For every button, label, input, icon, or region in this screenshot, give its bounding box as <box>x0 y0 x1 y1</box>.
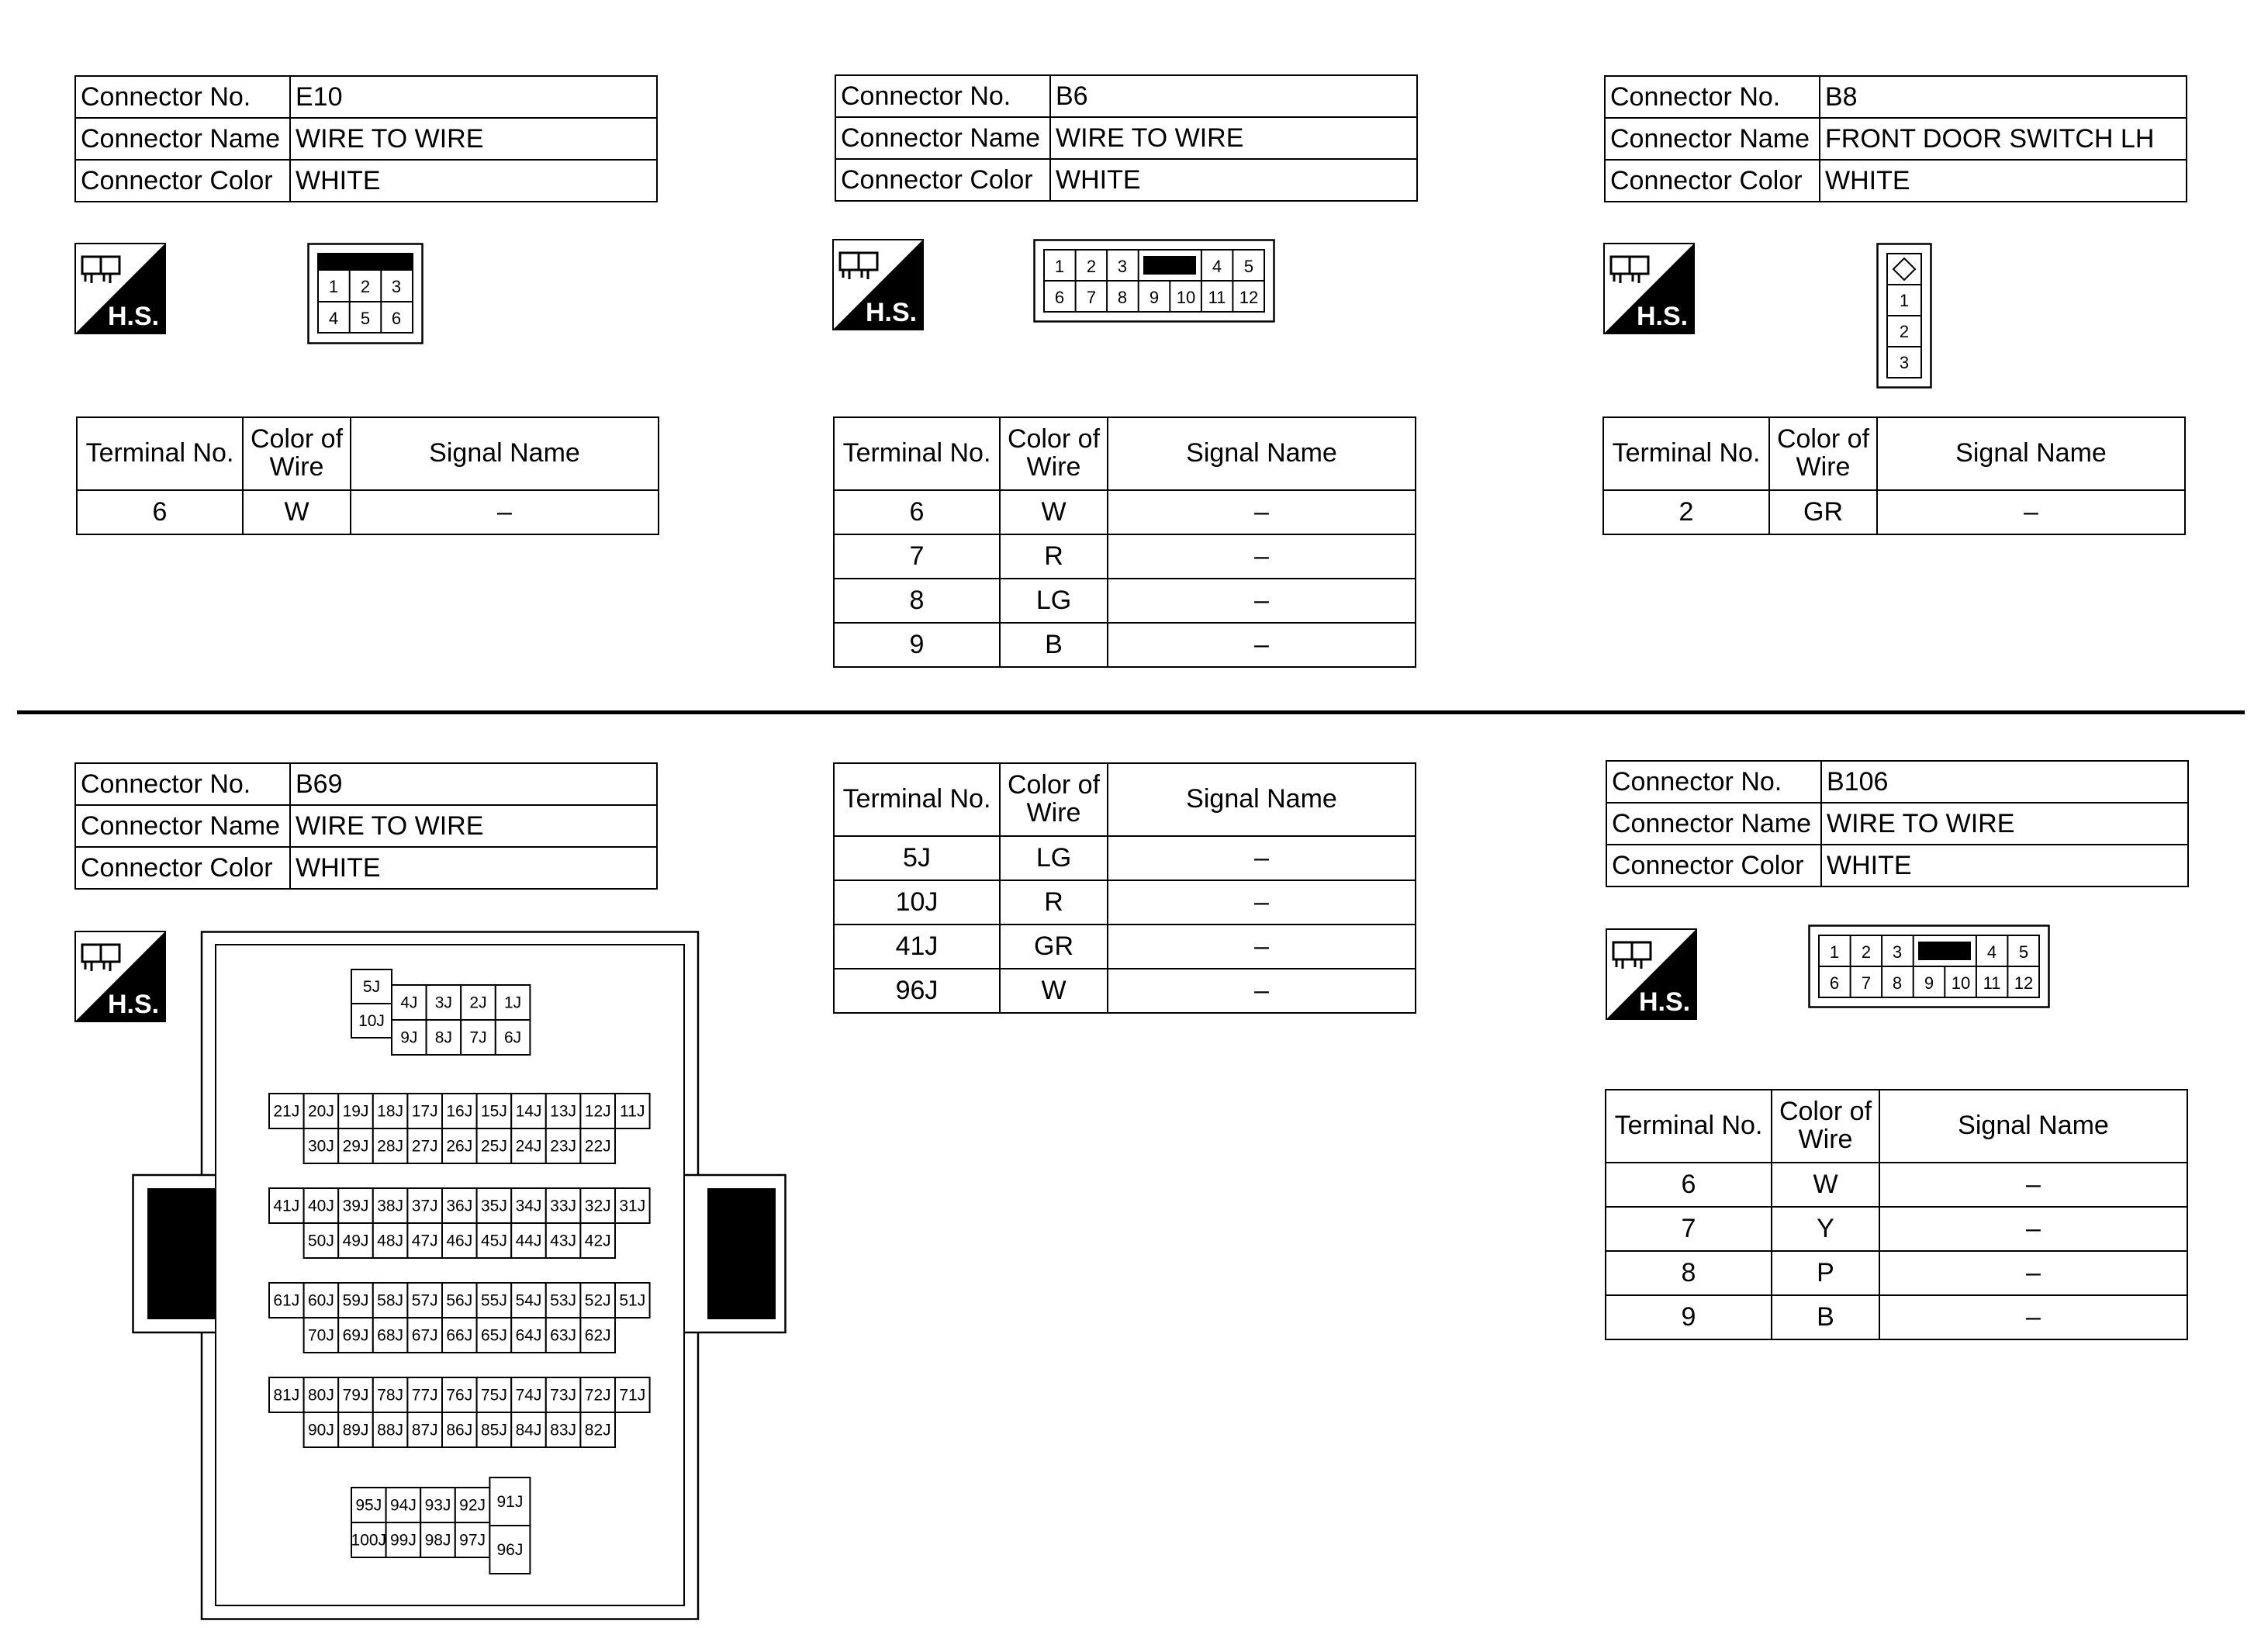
pin: 3 <box>1117 257 1128 276</box>
pin: 67J <box>411 1326 438 1345</box>
pin: 22J <box>584 1137 611 1156</box>
pin: 68J <box>377 1326 404 1345</box>
pin: 2 <box>1899 322 1910 341</box>
pin: 100J <box>351 1531 387 1550</box>
pin: 9J <box>400 1028 418 1047</box>
b69-connector-name: WIRE TO WIRE <box>290 805 657 847</box>
hs-icon <box>832 239 924 330</box>
pin: 11 <box>1983 973 2001 993</box>
pin: 39J <box>342 1197 369 1215</box>
pin: 19J <box>342 1102 369 1121</box>
pin: 90J <box>307 1421 334 1439</box>
table-row: 8 P – <box>1606 1251 2187 1295</box>
header-terminal-no: Terminal No. <box>1606 1090 1772 1163</box>
pin: 49J <box>342 1232 369 1250</box>
pin: 54J <box>515 1291 542 1310</box>
pin: 21J <box>273 1102 300 1121</box>
header-terminal-no: Terminal No. <box>1603 417 1769 490</box>
pin: 7 <box>1086 288 1097 307</box>
b6-connector-name: WIRE TO WIRE <box>1050 117 1417 159</box>
header-signal-name: Signal Name <box>351 417 659 490</box>
pin: 23J <box>550 1137 577 1156</box>
pin: 29J <box>342 1137 369 1156</box>
header-terminal-no: Terminal No. <box>834 417 1000 490</box>
pin: 12 <box>2014 973 2034 993</box>
pin: 16J <box>446 1102 473 1121</box>
pin: 12 <box>1239 288 1259 307</box>
b106-connector-color: WHITE <box>1821 845 2188 886</box>
pin: 14J <box>515 1102 542 1121</box>
pin: 8 <box>1117 288 1128 307</box>
table-row: 6 W – <box>1606 1163 2187 1207</box>
pin: 7 <box>1861 973 1872 993</box>
pin: 6 <box>391 309 402 328</box>
header-terminal-no: Terminal No. <box>77 417 243 490</box>
pin: 79J <box>342 1386 369 1405</box>
pin: 83J <box>550 1421 577 1439</box>
pin: 11 <box>1208 288 1226 307</box>
pin: 1 <box>1829 942 1840 962</box>
pin: 69J <box>342 1326 369 1345</box>
pin: 78J <box>377 1386 404 1405</box>
pin: 88J <box>377 1421 404 1439</box>
b106-terminal-table <box>1605 1089 2188 1340</box>
pin: 3 <box>1892 942 1903 962</box>
pin: 53J <box>550 1291 577 1310</box>
table-row: 9 B – <box>834 623 1416 667</box>
header-signal-name: Signal Name <box>1877 417 2185 490</box>
label-connector-name: Connector Name <box>835 117 1050 159</box>
svg-text:H.S.: H.S. <box>1637 302 1689 331</box>
hs-icon <box>74 243 166 334</box>
label-connector-color: Connector Color <box>835 159 1050 201</box>
pin: 48J <box>377 1232 404 1250</box>
b6-terminal-table <box>833 416 1416 668</box>
e10-terminal-table <box>76 416 659 535</box>
pin: 5 <box>1243 257 1254 276</box>
pin: 6 <box>1054 288 1065 307</box>
label-connector-no: Connector No. <box>75 763 290 805</box>
pin: 34J <box>515 1197 542 1215</box>
label-connector-no: Connector No. <box>1605 76 1820 118</box>
e10-connector-name: WIRE TO WIRE <box>290 118 657 160</box>
b69-connector-face <box>132 931 787 1625</box>
pin: 85J <box>480 1421 507 1439</box>
pin: 9 <box>1924 973 1934 993</box>
pin: 94J <box>389 1496 417 1515</box>
pin: 4 <box>328 309 339 328</box>
table-row: 41J GR – <box>834 924 1416 969</box>
label-connector-name: Connector Name <box>1606 803 1821 845</box>
table-row: 8 LG – <box>834 579 1416 623</box>
b106-connector-face <box>1808 924 2050 1012</box>
b69-terminal-table <box>833 762 1416 1014</box>
b8-info-table <box>1604 75 2187 202</box>
hs-icon <box>1606 928 1697 1020</box>
b6-connector-color: WHITE <box>1050 159 1417 201</box>
label-connector-color: Connector Color <box>75 160 290 202</box>
svg-text:H.S.: H.S. <box>1639 987 1691 1017</box>
pin: 58J <box>377 1291 404 1310</box>
pin: 4 <box>1986 942 1997 962</box>
pin: 52J <box>584 1291 611 1310</box>
pin: 10J <box>358 1012 385 1030</box>
label-connector-color: Connector Color <box>75 847 290 889</box>
e10-connector-color: WHITE <box>290 160 657 202</box>
pin: 61J <box>273 1291 300 1310</box>
b8-connector-name: FRONT DOOR SWITCH LH <box>1820 118 2187 160</box>
pin: 30J <box>307 1137 334 1156</box>
pin: 74J <box>515 1386 542 1405</box>
pin: 40J <box>307 1197 334 1215</box>
pin: 65J <box>480 1326 507 1345</box>
pin: 6J <box>504 1028 522 1047</box>
pin: 44J <box>515 1232 542 1250</box>
pin: 63J <box>550 1326 577 1345</box>
pin: 1 <box>1899 291 1910 310</box>
pin: 20J <box>307 1102 334 1121</box>
svg-text:H.S.: H.S. <box>108 990 160 1019</box>
pin: 2 <box>1086 257 1097 276</box>
pin: 25J <box>480 1137 507 1156</box>
table-row: 5J LG – <box>834 836 1416 880</box>
pin: 82J <box>584 1421 611 1439</box>
pin: 71J <box>619 1386 646 1405</box>
pin: 26J <box>446 1137 473 1156</box>
b69-connector-color: WHITE <box>290 847 657 889</box>
pin: 81J <box>273 1386 300 1405</box>
pin: 8 <box>1892 973 1903 993</box>
b69-info-table <box>74 762 658 890</box>
pin: 95J <box>355 1496 382 1515</box>
pin: 15J <box>480 1102 507 1121</box>
pin: 87J <box>411 1421 438 1439</box>
e10-connector-face <box>307 243 424 348</box>
label-connector-no: Connector No. <box>75 76 290 118</box>
pin: 35J <box>480 1197 507 1215</box>
pin: 28J <box>377 1137 404 1156</box>
b6-connector-face <box>1033 239 1275 327</box>
pin: 1 <box>1054 257 1065 276</box>
label-connector-name: Connector Name <box>75 118 290 160</box>
svg-text:H.S.: H.S. <box>866 298 918 327</box>
pin: 37J <box>411 1197 438 1215</box>
pin: 41J <box>273 1197 300 1215</box>
pin: 2J <box>469 994 487 1012</box>
pin: 27J <box>411 1137 438 1156</box>
b106-connector-name: WIRE TO WIRE <box>1821 803 2188 845</box>
pin: 64J <box>515 1326 542 1345</box>
pin: 4J <box>400 994 418 1012</box>
header-color-of-wire: Color of Wire <box>1000 417 1108 490</box>
pin: 72J <box>584 1386 611 1405</box>
pin: 3 <box>1899 353 1910 372</box>
pin: 7J <box>469 1028 487 1047</box>
b8-connector-color: WHITE <box>1820 160 2187 202</box>
pin: 42J <box>584 1232 611 1250</box>
table-row: 2 GR – <box>1603 490 2185 534</box>
pin: 6 <box>1829 973 1840 993</box>
label-connector-name: Connector Name <box>75 805 290 847</box>
pin: 55J <box>480 1291 507 1310</box>
e10-info-table <box>74 75 658 202</box>
pin: 43J <box>550 1232 577 1250</box>
pin: 98J <box>424 1531 451 1550</box>
table-row: 6 W – <box>834 490 1416 534</box>
label-connector-color: Connector Color <box>1606 845 1821 886</box>
header-color-of-wire: Color of Wire <box>1772 1090 1879 1163</box>
b8-connector-face <box>1876 243 1932 392</box>
table-row: 96J W – <box>834 969 1416 1013</box>
header-signal-name: Signal Name <box>1108 417 1416 490</box>
b106-connector-no: B106 <box>1821 761 2188 803</box>
pin: 47J <box>411 1232 438 1250</box>
pin: 73J <box>550 1386 577 1405</box>
pin: 56J <box>446 1291 473 1310</box>
pin: 12J <box>584 1102 611 1121</box>
pin: 62J <box>584 1326 611 1345</box>
table-row: 10J R – <box>834 880 1416 924</box>
table-row: 9 B – <box>1606 1295 2187 1339</box>
header-signal-name: Signal Name <box>1879 1090 2187 1163</box>
header-color-of-wire: Color of Wire <box>243 417 351 490</box>
pin: 13J <box>550 1102 577 1121</box>
pin: 46J <box>446 1232 473 1250</box>
table-row: 7 R – <box>834 534 1416 579</box>
pin: 9 <box>1149 288 1160 307</box>
pin: 77J <box>411 1386 438 1405</box>
pin: 92J <box>459 1496 486 1515</box>
hs-icon <box>1603 243 1695 334</box>
pin: 3J <box>434 994 452 1012</box>
pin: 91J <box>496 1493 524 1511</box>
pin: 38J <box>377 1197 404 1215</box>
b106-info-table <box>1606 760 2189 887</box>
b6-info-table <box>835 74 1418 202</box>
pin: 45J <box>480 1232 507 1250</box>
pin: 2 <box>360 277 371 296</box>
pin: 84J <box>515 1421 542 1439</box>
pin: 80J <box>307 1386 334 1405</box>
b8-terminal-table <box>1602 416 2186 535</box>
b69-connector-no: B69 <box>290 763 657 805</box>
pin: 70J <box>307 1326 334 1345</box>
pin: 4 <box>1212 257 1222 276</box>
pin: 76J <box>446 1386 473 1405</box>
pin: 57J <box>411 1291 438 1310</box>
pin: 97J <box>459 1531 486 1550</box>
pin: 2 <box>1861 942 1872 962</box>
pin: 36J <box>446 1197 473 1215</box>
pin: 8J <box>434 1028 452 1047</box>
pin: 60J <box>307 1291 334 1310</box>
svg-text:H.S.: H.S. <box>108 302 160 331</box>
pin: 33J <box>550 1197 577 1215</box>
pin: 75J <box>480 1386 507 1405</box>
pin: 24J <box>515 1137 542 1156</box>
label-connector-no: Connector No. <box>835 75 1050 117</box>
label-connector-name: Connector Name <box>1605 118 1820 160</box>
pin: 89J <box>342 1421 369 1439</box>
b6-connector-no: B6 <box>1050 75 1417 117</box>
pin: 51J <box>619 1291 646 1310</box>
pin: 96J <box>496 1541 524 1559</box>
e10-connector-no: E10 <box>290 76 657 118</box>
pin: 32J <box>584 1197 611 1215</box>
pin: 1 <box>328 277 339 296</box>
pin: 31J <box>619 1197 646 1215</box>
pin: 5 <box>360 309 371 328</box>
pin: 5J <box>362 978 381 996</box>
section-divider <box>17 710 2245 714</box>
header-color-of-wire: Color of Wire <box>1769 417 1877 490</box>
table-row: 6 W – <box>77 490 659 534</box>
pin: 18J <box>377 1102 404 1121</box>
b8-connector-no: B8 <box>1820 76 2187 118</box>
pin: 3 <box>391 277 402 296</box>
pin: 86J <box>446 1421 473 1439</box>
pin: 10 <box>1951 973 1971 993</box>
label-connector-color: Connector Color <box>1605 160 1820 202</box>
pin: 1J <box>504 994 522 1012</box>
header-signal-name: Signal Name <box>1108 763 1416 836</box>
header-color-of-wire: Color of Wire <box>1000 763 1108 836</box>
pin: 59J <box>342 1291 369 1310</box>
header-terminal-no: Terminal No. <box>834 763 1000 836</box>
pin: 66J <box>446 1326 473 1345</box>
pin: 93J <box>424 1496 451 1515</box>
pin: 17J <box>411 1102 438 1121</box>
pin: 10 <box>1176 288 1196 307</box>
pin: 11J <box>620 1102 645 1121</box>
label-connector-no: Connector No. <box>1606 761 1821 803</box>
pin: 50J <box>307 1232 334 1250</box>
table-row: 7 Y – <box>1606 1207 2187 1251</box>
pin: 5 <box>2018 942 2029 962</box>
pin: 99J <box>389 1531 417 1550</box>
